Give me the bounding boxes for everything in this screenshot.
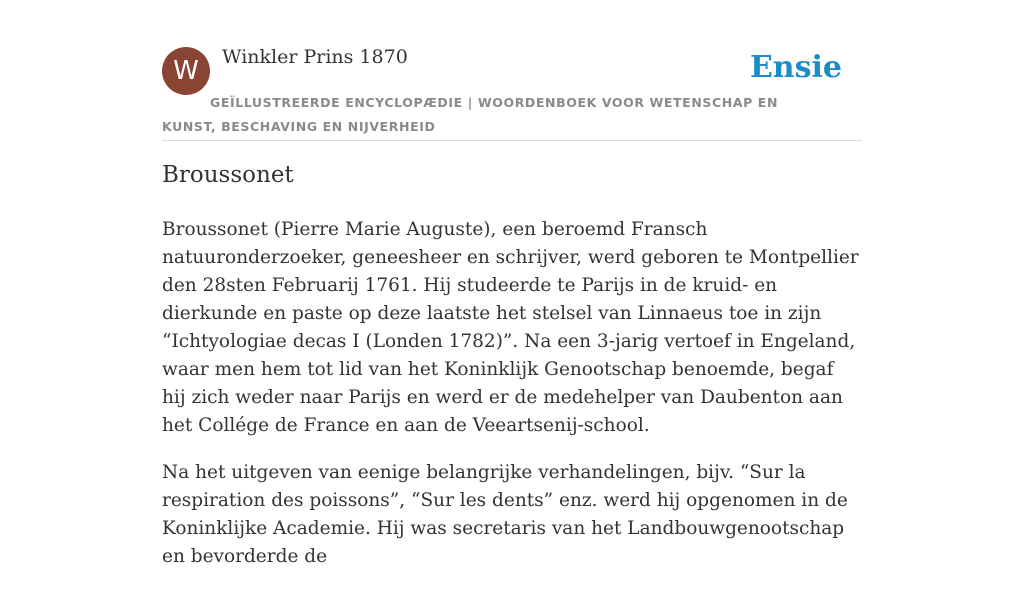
page-title: Broussonet: [162, 162, 294, 188]
article-paragraph: Na het uitgeven van eenige belangrijke verhandelingen, bijv. “Sur la respiration des poissons”, “Sur les dents” enz. werd hij opgenomen in de Koninklijke Academie. Hij was secretaris van het Landbouwgenootschap en bevorderde de: [162, 462, 848, 567]
article-body: [162, 216, 862, 590]
source-avatar[interactable]: W: [162, 47, 210, 95]
site-header: [162, 46, 862, 141]
source-title[interactable]: Winkler Prins 1870: [222, 46, 408, 68]
source-subtitle: GEÏLLUSTREERDE ENCYCLOPÆDIE | WOORDENBOEK VOOR WETENSCHAP EN KUNST, BESCHAVING EN NIJVERHEID: [162, 95, 779, 134]
article-paragraph: Broussonet (Pierre Marie Auguste), een beroemd Fransch natuuronderzoeker, geneesheer en schrijver, werd geboren te Montpellier den 28sten Februarij 1761. Hij studeerde te Parijs in de kruid- en dierkunde en paste op deze laatste het stelsel van Linnaeus toe in zijn “Ichtyologiae decas I (Londen 1782)”. Na een 3-jarig vertoef in Engeland, waar men hem tot lid van het Koninklijk Genootschap benoemde, begaf hij zich weder naar Parijs en werd er de medehelper van Daubenton aan het Collége de France en aan de Veeartsenij-school.: [162, 219, 859, 436]
brand-logo-link[interactable]: Ensie: [749, 50, 842, 85]
